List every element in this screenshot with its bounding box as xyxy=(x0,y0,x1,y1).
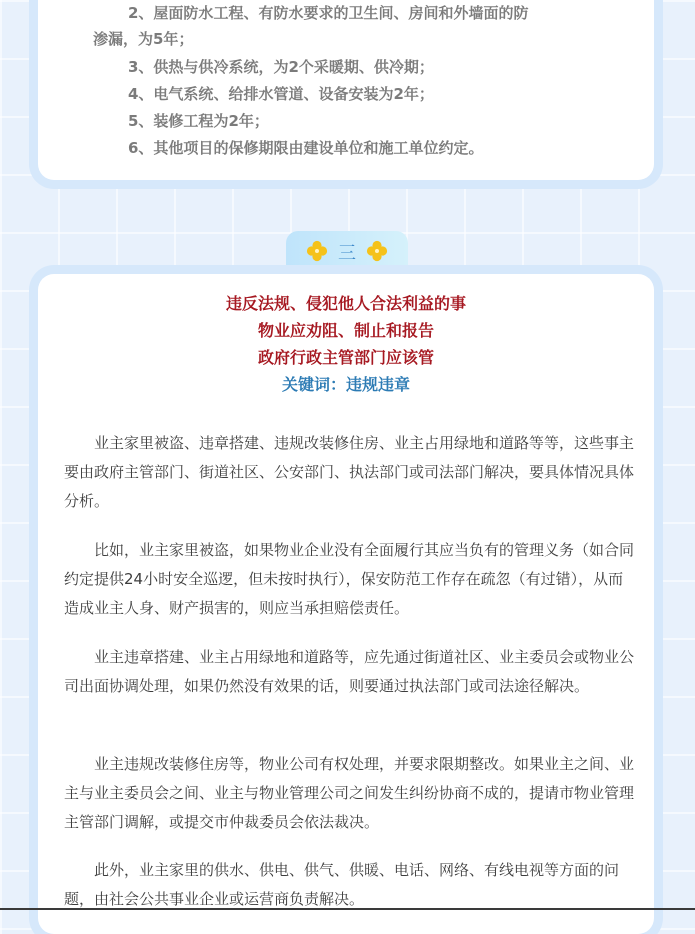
section-three-card xyxy=(38,274,654,934)
section-heading: 违反法规、侵犯他人合法利益的事 xyxy=(225,294,466,313)
clover-icon xyxy=(366,240,388,262)
section-heading: 物业应劝阻、制止和报告 xyxy=(257,321,434,340)
section-number-tab xyxy=(286,231,408,271)
list-item: 5、装修工程为2年； xyxy=(128,112,269,130)
body-paragraph: 业主违章搭建、业主占用绿地和道路等，应先通过街道社区、业主委员会或物业公司出面协调处理，如果仍然没有效果的话，则要通过执法部门或司法途径解决。 xyxy=(64,648,635,695)
body-paragraph: 业主违规改装修住房等，物业公司有权处理，并要求限期整改。如果业主之间、业主与业主委员会之间、业主与物业管理公司之间发生纠纷协商不成的，提请市物业管理主管部门调解，或提交市仲裁委员会依法裁决。 xyxy=(64,755,635,831)
warranty-card xyxy=(38,0,654,180)
section-number: 三 xyxy=(338,243,356,264)
body-paragraph: 业主家里被盗、违章搭建、违规改装修住房、业主占用绿地和道路等等，这些事主要由政府主管部门、街道社区、公安部门、执法部门或司法部门解决，要具体情况具体分析。 xyxy=(64,434,635,510)
list-item: 6、其他项目的保修期限由建设单位和施工单位约定。 xyxy=(128,139,484,157)
section-heading: 政府行政主管部门应该管 xyxy=(257,348,434,367)
list-item: 3、供热与供冷系统，为2个采暖期、供冷期； xyxy=(128,58,434,76)
list-item: 渗漏，为5年； xyxy=(93,30,194,48)
list-item: 2、屋面防水工程、有防水要求的卫生间、房间和外墙面的防 xyxy=(128,4,529,22)
body-paragraph: 比如，业主家里被盗，如果物业企业没有全面履行其应当负有的管理义务（如合同约定提供24小时安全巡逻，但未按时执行），保安防范工作存在疏忽（有过错），从而造成业主人身、财产损害的，则应当承担赔偿责任。 xyxy=(64,541,635,617)
list-item: 4、电气系统、给排水管道、设备安装为2年； xyxy=(128,85,434,103)
keyword-line: 关键词：违规违章 xyxy=(281,375,410,394)
body-paragraph: 此外，业主家里的供水、供电、供气、供暖、电话、网络、有线电视等方面的问题，由社会公共事业企业或运营商负责解决。 xyxy=(64,861,620,908)
